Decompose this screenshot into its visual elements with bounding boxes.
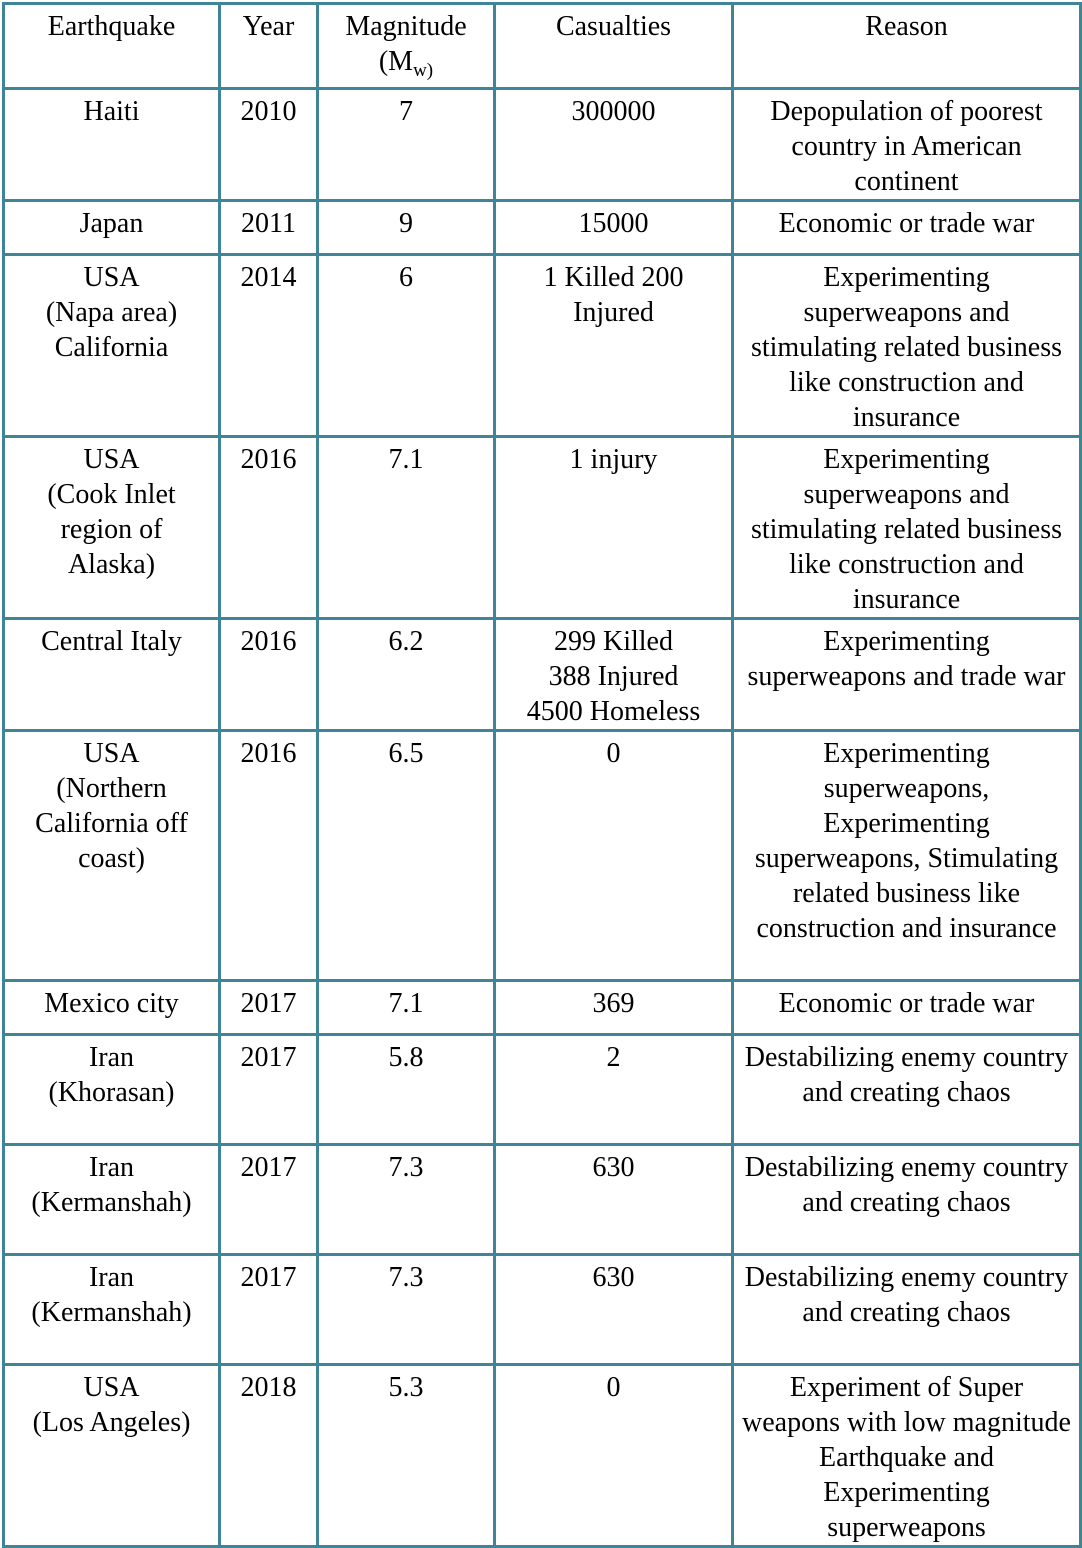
cell-earthquake: USA (Cook Inlet region of Alaska) xyxy=(4,437,220,619)
cell-magnitude: 9 xyxy=(318,201,495,255)
cell-casualties: 299 Killed 388 Injured 4500 Homeless xyxy=(495,619,733,731)
cell-year: 2017 xyxy=(220,1255,318,1365)
table-row xyxy=(4,1145,1081,1255)
cell-casualties: 2 xyxy=(495,1035,733,1145)
cell-magnitude: 7.1 xyxy=(318,437,495,619)
header-reason: Reason xyxy=(733,4,1081,89)
cell-earthquake: Iran (Khorasan) xyxy=(4,1035,220,1145)
cell-magnitude: 6.2 xyxy=(318,619,495,731)
cell-magnitude: 6 xyxy=(318,255,495,437)
table-row xyxy=(4,1035,1081,1145)
table-row xyxy=(4,981,1081,1035)
table-row xyxy=(4,201,1081,255)
cell-magnitude: 5.3 xyxy=(318,1365,495,1547)
cell-earthquake: USA (Los Angeles) xyxy=(4,1365,220,1547)
cell-reason: Depopulation of poorest country in American continent xyxy=(733,89,1081,201)
header-casualties: Casualties xyxy=(495,4,733,89)
cell-earthquake: USA (Northern California off coast) xyxy=(4,731,220,981)
table-row xyxy=(4,437,1081,619)
cell-earthquake: Haiti xyxy=(4,89,220,201)
cell-casualties: 630 xyxy=(495,1145,733,1255)
cell-casualties: 1 Killed 200 Injured xyxy=(495,255,733,437)
cell-casualties: 300000 xyxy=(495,89,733,201)
cell-magnitude: 7 xyxy=(318,89,495,201)
cell-year: 2010 xyxy=(220,89,318,201)
cell-reason: Destabilizing enemy country and creating chaos xyxy=(733,1255,1081,1365)
cell-casualties: 0 xyxy=(495,1365,733,1547)
cell-earthquake: Japan xyxy=(4,201,220,255)
table-row xyxy=(4,1365,1081,1547)
cell-reason: Experimenting superweapons and stimulating related business like construction and insurance xyxy=(733,255,1081,437)
table-row xyxy=(4,731,1081,981)
cell-reason: Economic or trade war xyxy=(733,201,1081,255)
header-row xyxy=(4,4,1081,89)
cell-earthquake: Iran (Kermanshah) xyxy=(4,1255,220,1365)
cell-year: 2017 xyxy=(220,1035,318,1145)
header-earthquake: Earthquake xyxy=(4,4,220,89)
cell-magnitude: 6.5 xyxy=(318,731,495,981)
cell-magnitude: 7.3 xyxy=(318,1255,495,1365)
cell-year: 2016 xyxy=(220,731,318,981)
cell-earthquake: Mexico city xyxy=(4,981,220,1035)
cell-magnitude: 5.8 xyxy=(318,1035,495,1145)
cell-year: 2014 xyxy=(220,255,318,437)
cell-casualties: 15000 xyxy=(495,201,733,255)
cell-reason: Destabilizing enemy country and creating chaos xyxy=(733,1035,1081,1145)
cell-year: 2018 xyxy=(220,1365,318,1547)
earthquake-table xyxy=(2,2,1082,1548)
cell-year: 2017 xyxy=(220,981,318,1035)
cell-casualties: 0 xyxy=(495,731,733,981)
header-magnitude-subscript: w) xyxy=(413,60,434,81)
cell-reason: Experiment of Super weapons with low magnitude Earthquake and Experimenting superweapons xyxy=(733,1365,1081,1547)
table-row xyxy=(4,1255,1081,1365)
cell-year: 2017 xyxy=(220,1145,318,1255)
cell-reason: Destabilizing enemy country and creating chaos xyxy=(733,1145,1081,1255)
table-row xyxy=(4,255,1081,437)
cell-reason: Experimenting superweapons, Experimenting superweapons, Stimulating related business like construction and insurance xyxy=(733,731,1081,981)
header-year: Year xyxy=(220,4,318,89)
cell-year: 2016 xyxy=(220,619,318,731)
cell-year: 2011 xyxy=(220,201,318,255)
cell-reason: Economic or trade war xyxy=(733,981,1081,1035)
cell-magnitude: 7.3 xyxy=(318,1145,495,1255)
header-magnitude-label: Magnitude xyxy=(345,11,467,42)
header-magnitude-unit: (M xyxy=(378,46,414,77)
cell-reason: Experimenting superweapons and stimulating related business like construction and insurance xyxy=(733,437,1081,619)
cell-year: 2016 xyxy=(220,437,318,619)
table-row xyxy=(4,89,1081,201)
cell-casualties: 1 injury xyxy=(495,437,733,619)
table-row xyxy=(4,619,1081,731)
cell-earthquake: Iran (Kermanshah) xyxy=(4,1145,220,1255)
cell-casualties: 369 xyxy=(495,981,733,1035)
cell-casualties: 630 xyxy=(495,1255,733,1365)
cell-earthquake: USA (Napa area) California xyxy=(4,255,220,437)
header-magnitude xyxy=(318,4,495,89)
cell-reason: Experimenting superweapons and trade war xyxy=(733,619,1081,731)
cell-earthquake: Central Italy xyxy=(4,619,220,731)
cell-magnitude: 7.1 xyxy=(318,981,495,1035)
